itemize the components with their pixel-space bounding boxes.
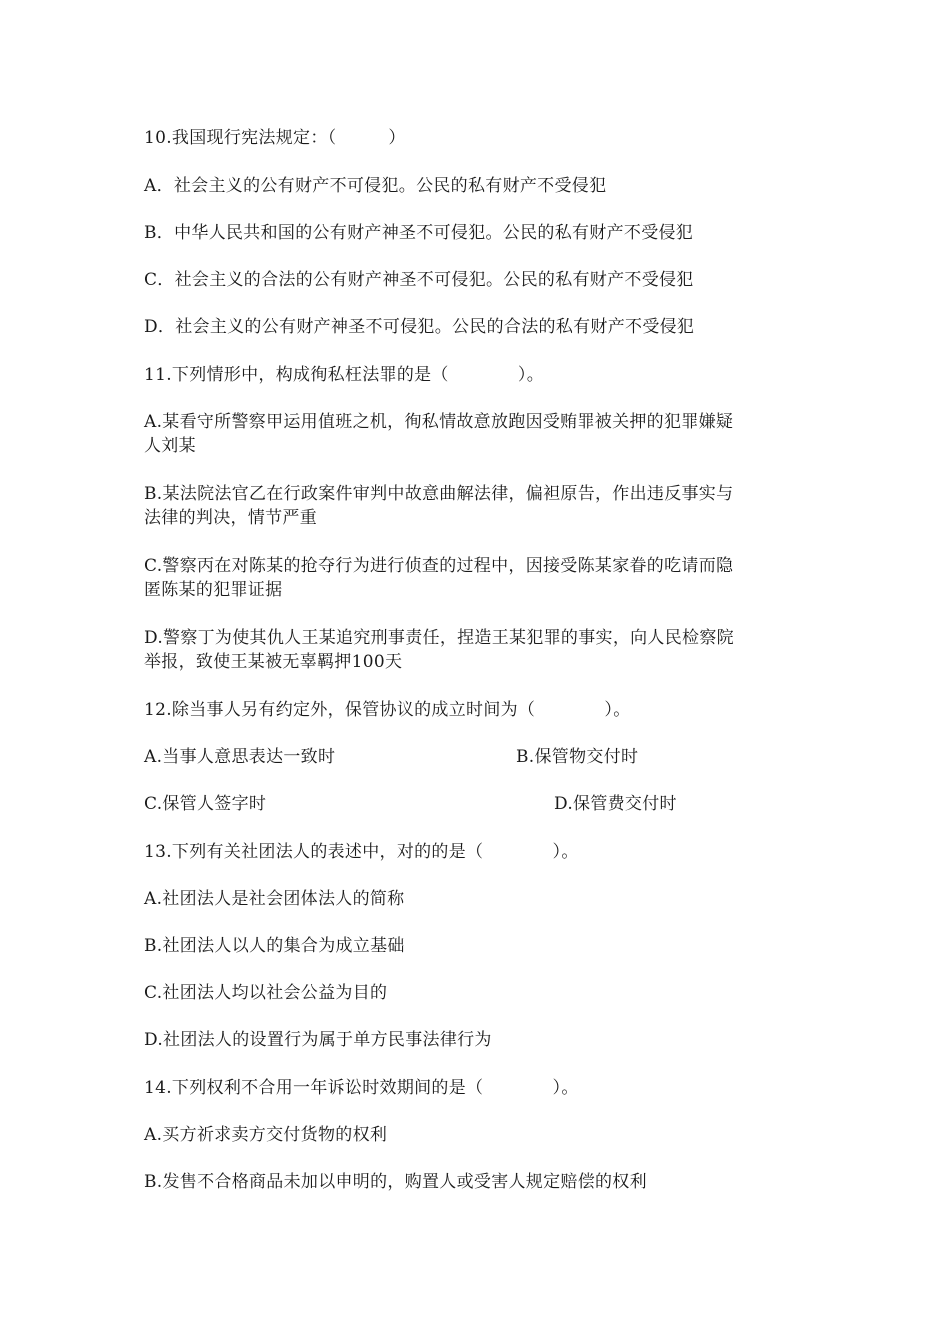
question-13-option-b: B.社团法人以人的集合为成立基础 xyxy=(144,936,405,956)
question-13-option-c: C.社团法人均以社会公益为目的 xyxy=(144,983,388,1003)
question-12-option-d: D.保管费交付时 xyxy=(554,794,677,814)
question-11-option-a-line2: 人刘某 xyxy=(144,436,196,456)
question-10-option-a: A．社会主义的公有财产不可侵犯。公民的私有财产不受侵犯 xyxy=(144,176,607,196)
question-10-option-b: B．中华人民共和国的公有财产神圣不可侵犯。公民的私有财产不受侵犯 xyxy=(144,223,694,243)
question-13-option-d: D.社团法人的设置行为属于单方民事法律行为 xyxy=(144,1030,492,1050)
question-10-stem: 10.我国现行宪法规定：（ ） xyxy=(144,128,406,148)
question-12-option-c: C.保管人签字时 xyxy=(144,794,267,814)
question-12-options-row1 xyxy=(144,745,804,769)
question-11-option-d-line1: D.警察丁为使其仇人王某追究刑事责任，捏造王某犯罪的事实，向人民检察院 xyxy=(144,628,734,648)
question-14-stem: 14.下列权利不合用一年诉讼时效期间的是（ ）。 xyxy=(144,1078,579,1098)
question-11-option-b-line2: 法律的判决，情节严重 xyxy=(144,508,317,528)
question-12-option-a: A.当事人意思表达一致时 xyxy=(144,747,336,767)
question-12-option-b: B.保管物交付时 xyxy=(516,747,639,767)
question-13-stem: 13.下列有关社团法人的表述中，对的的是（ ）。 xyxy=(144,842,579,862)
question-11-option-b-line1: B.某法院法官乙在行政案件审判中故意曲解法律，偏袒原告，作出违反事实与 xyxy=(144,484,734,504)
question-12-stem: 12.除当事人另有约定外，保管协议的成立时间为（ ）。 xyxy=(144,700,631,720)
question-14-option-b: B.发售不合格商品未加以申明的，购置人或受害人规定赔偿的权利 xyxy=(144,1172,647,1192)
question-11-option-a-line1: A.某看守所警察甲运用值班之机，徇私情故意放跑因受贿罪被关押的犯罪嫌疑 xyxy=(144,412,734,432)
question-11-option-c-line1: C.警察丙在对陈某的抢夺行为进行侦查的过程中，因接受陈某家眷的吃请而隐 xyxy=(144,556,734,576)
question-10-option-c: C．社会主义的合法的公有财产神圣不可侵犯。公民的私有财产不受侵犯 xyxy=(144,270,694,290)
question-13-option-a: A.社团法人是社会团体法人的简称 xyxy=(144,889,405,909)
question-11-stem: 11.下列情形中，构成徇私枉法罪的是（ ）。 xyxy=(144,365,545,385)
question-10-option-d: D．社会主义的公有财产神圣不可侵犯。公民的合法的私有财产不受侵犯 xyxy=(144,317,695,337)
question-11-option-d-line2: 举报，致使王某被无辜羁押100天 xyxy=(144,652,403,672)
question-14-option-a: A.买方祈求卖方交付货物的权利 xyxy=(144,1125,388,1145)
question-12-options-row2 xyxy=(144,792,804,816)
question-11-option-c-line2: 匿陈某的犯罪证据 xyxy=(144,580,283,600)
